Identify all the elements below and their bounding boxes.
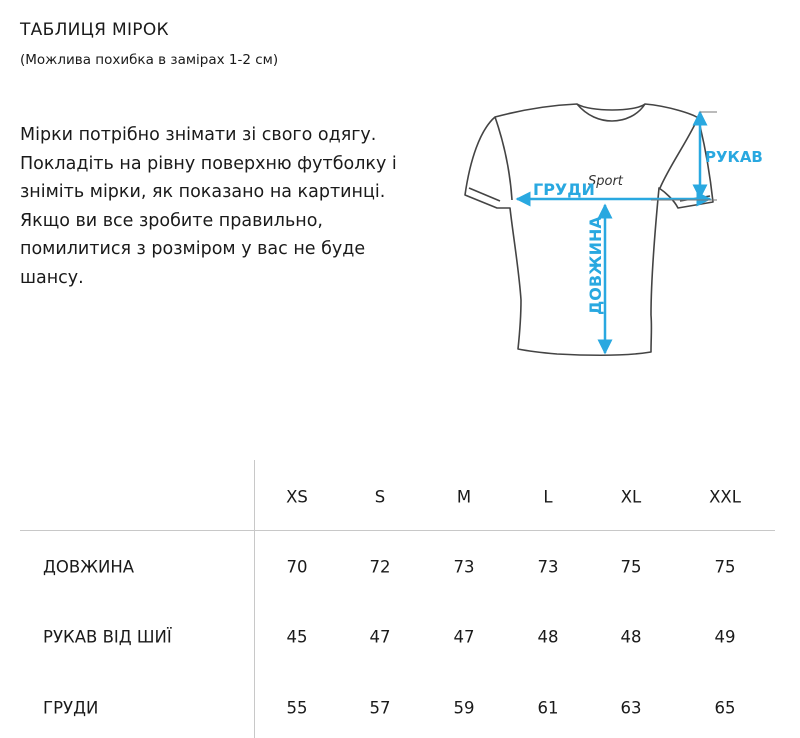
row-label-length: ДОВЖИНА bbox=[43, 557, 135, 577]
page-subtitle: (Можлива похибка в замірах 1-2 см) bbox=[20, 52, 279, 68]
size-header-s: S bbox=[374, 487, 386, 507]
tshirt-measurement-diagram bbox=[455, 100, 785, 365]
size-header-l: L bbox=[543, 487, 553, 507]
table-cell: 63 bbox=[620, 698, 642, 718]
table-cell: 61 bbox=[537, 698, 559, 718]
row-label-chest: ГРУДИ bbox=[43, 698, 99, 718]
table-cell: 75 bbox=[714, 557, 736, 577]
table-cell: 72 bbox=[369, 557, 391, 577]
size-header-xxl: XXL bbox=[709, 487, 741, 507]
table-cell: 47 bbox=[453, 627, 475, 647]
table-cell: 73 bbox=[453, 557, 475, 577]
table-cell: 49 bbox=[714, 627, 736, 647]
instructions-text: Мірки потрібно знімати зі свого одягу. Покладіть на рівну поверхню футболку і зніміть мірки, як показано на картинці. Якщо ви все зробите правильно, помилитися з розміром у вас не буде шансу. bbox=[20, 125, 397, 288]
table-cell: 59 bbox=[453, 698, 475, 718]
row-label-sleeve: РУКАВ ВІД ШИЇ bbox=[43, 627, 172, 647]
table-cell: 48 bbox=[620, 627, 642, 647]
size-header-m: M bbox=[456, 487, 472, 507]
table-cell: 48 bbox=[537, 627, 559, 647]
page-title: ТАБЛИЦЯ МІРОК bbox=[20, 20, 169, 40]
table-cell: 45 bbox=[286, 627, 308, 647]
table-cell: 57 bbox=[369, 698, 391, 718]
size-header-xs: XS bbox=[286, 487, 308, 507]
table-cell: 70 bbox=[286, 557, 308, 577]
tshirt-illustration bbox=[455, 100, 785, 365]
table-cell: 47 bbox=[369, 627, 391, 647]
table-cell: 73 bbox=[537, 557, 559, 577]
table-cell: 55 bbox=[286, 698, 308, 718]
length-label: ДОВЖИНА bbox=[586, 216, 605, 315]
table-divider-vertical bbox=[254, 460, 255, 738]
table-cell: 75 bbox=[620, 557, 642, 577]
table-divider-horizontal bbox=[20, 530, 775, 531]
size-header-xl: XL bbox=[620, 487, 642, 507]
sleeve-label: РУКАВ bbox=[705, 148, 763, 166]
size-table bbox=[20, 460, 775, 738]
chest-label: ГРУДИ bbox=[533, 180, 595, 199]
table-cell: 65 bbox=[714, 698, 736, 718]
brand-logo-icon: Sport bbox=[588, 174, 623, 189]
